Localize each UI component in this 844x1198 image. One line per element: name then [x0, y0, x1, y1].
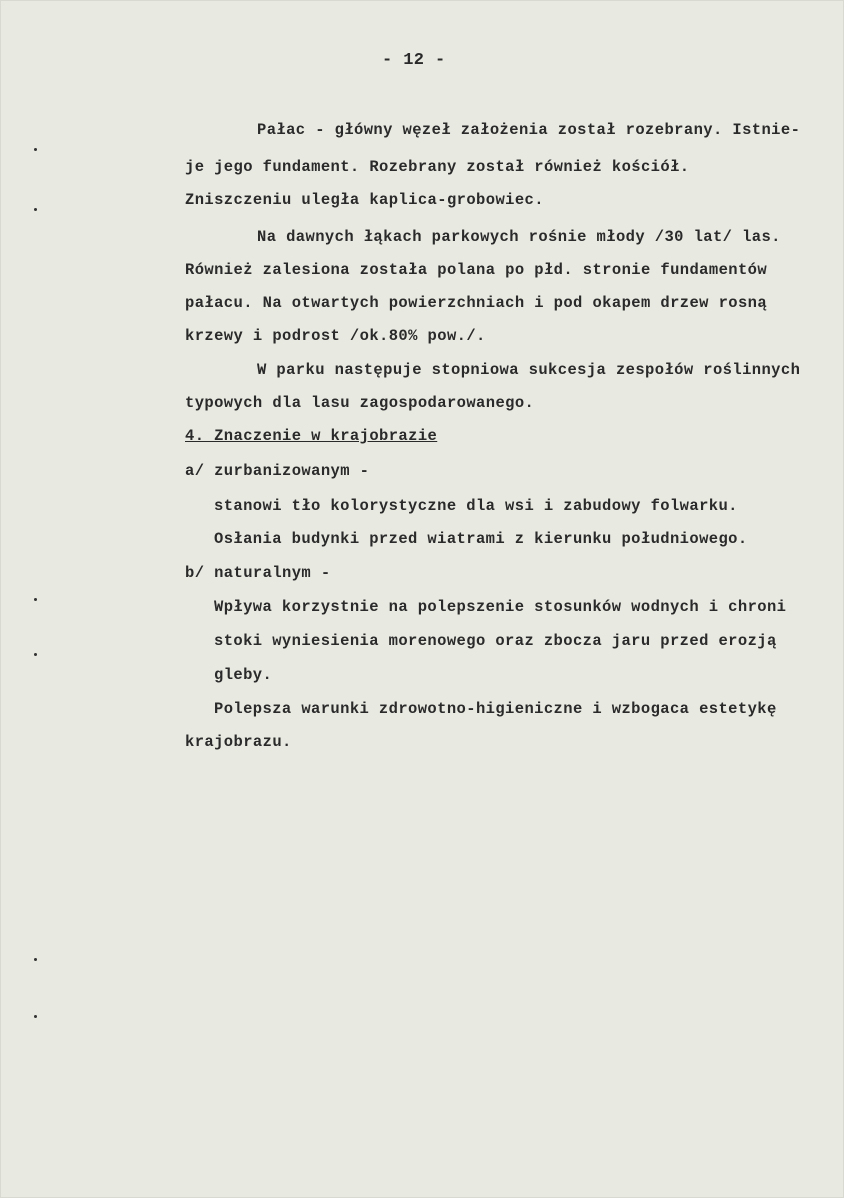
text-line: Zniszczeniu uległa kaplica-grobowiec.	[185, 191, 544, 209]
text-line: stoki wyniesienia morenowego oraz zbocza jaru przed erozją	[214, 632, 777, 650]
text-line: b/ naturalnym -	[185, 564, 331, 582]
margin-mark	[34, 598, 37, 601]
text-line: krzewy i podrost /ok.80% pow./.	[185, 327, 486, 345]
text-line: krajobrazu.	[185, 733, 292, 751]
section-heading: 4. Znaczenie w krajobrazie	[185, 427, 438, 445]
text-line: je jego fundament. Rozebrany został również kościół.	[185, 158, 690, 176]
margin-mark	[34, 958, 37, 961]
text-line: stanowi tło kolorystyczne dla wsi i zabudowy folwarku.	[214, 497, 738, 515]
text-line: Pałac - główny węzeł założenia został rozebrany. Istnie-	[257, 121, 801, 139]
margin-mark	[34, 148, 37, 151]
text-line: a/ zurbanizowanym -	[185, 462, 370, 480]
text-line: typowych dla lasu zagospodarowanego.	[185, 394, 535, 412]
text-line: pałacu. Na otwartych powierzchniach i pod okapem drzew rosną	[185, 294, 768, 312]
text-line: W parku następuje stopniowa sukcesja zespołów roślinnych	[257, 361, 801, 379]
text-line: Polepsza warunki zdrowotno-higieniczne i wzbogaca estetykę	[214, 700, 777, 718]
text-line: Osłania budynki przed wiatrami z kierunku południowego.	[214, 530, 748, 548]
margin-mark	[34, 208, 37, 211]
margin-mark	[34, 653, 37, 656]
text-line: Również zalesiona została polana po płd. stronie fundamentów	[185, 261, 768, 279]
text-line: Wpływa korzystnie na polepszenie stosunków wodnych i chroni	[214, 598, 787, 616]
text-line: gleby.	[214, 666, 273, 684]
margin-mark	[34, 1015, 37, 1018]
text-line: Na dawnych łąkach parkowych rośnie młody /30 lat/ las.	[257, 228, 781, 246]
page-number: - 12 -	[382, 51, 446, 70]
